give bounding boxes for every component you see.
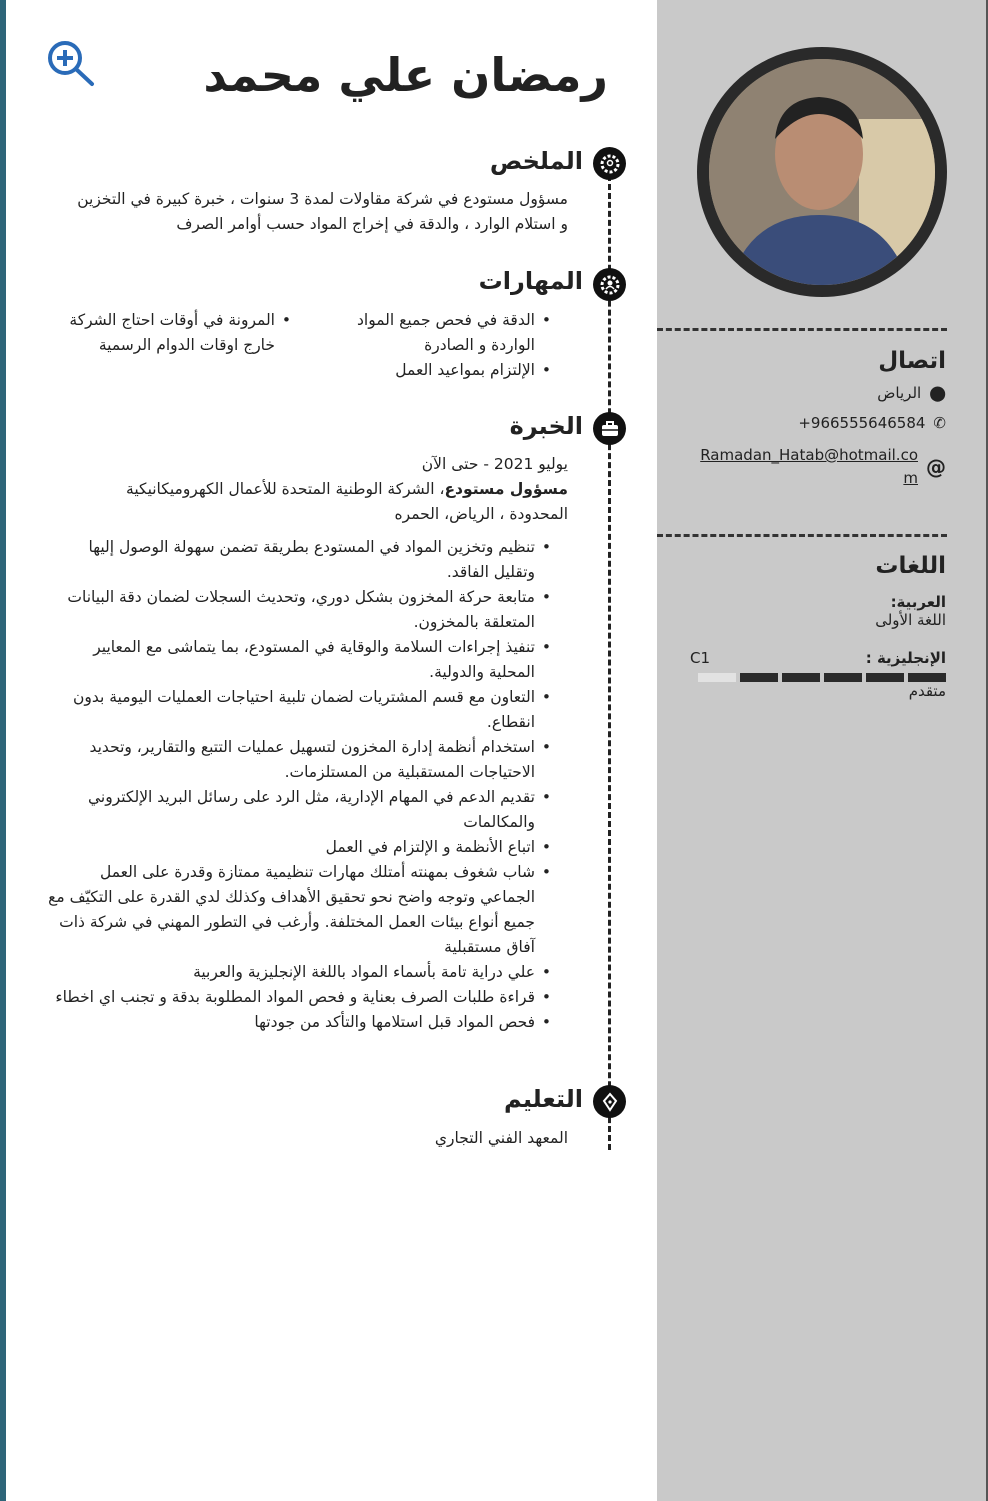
phone-icon: ✆ bbox=[933, 414, 946, 432]
languages-section bbox=[690, 553, 946, 700]
skills-gear-icon bbox=[593, 268, 626, 301]
profile-photo bbox=[697, 47, 947, 297]
proficiency-segment bbox=[824, 673, 862, 682]
proficiency-segment bbox=[866, 673, 904, 682]
summary-heading: الملخص bbox=[489, 147, 583, 175]
contact-section bbox=[680, 348, 946, 502]
duty-item: • اتباع الأنظمة و الإلتزام في العمل bbox=[46, 835, 551, 860]
divider bbox=[657, 534, 947, 537]
language-level: متقدم bbox=[908, 682, 946, 700]
city-text: الرياض bbox=[877, 384, 922, 402]
skills-column-1 bbox=[331, 308, 551, 383]
experience-entry bbox=[88, 452, 568, 527]
candidate-name: رمضان علي محمد bbox=[203, 48, 608, 102]
languages-heading: اللغات bbox=[875, 553, 946, 579]
language-level: اللغة الأولى bbox=[875, 611, 946, 629]
duty-item: • متابعة حركة المخزون بشكل دوري، وتحديث السجلات لضمان دقة البيانات المتعلقة بالمخزون. bbox=[46, 585, 551, 635]
duty-item: • التعاون مع قسم المشتريات لضمان تلبية احتياجات العمليات اليومية بدون انقطاع. bbox=[46, 685, 551, 735]
duty-item: • استخدام أنظمة إدارة المخزون لتسهيل عمليات التتبع والتقارير، وتحديد الاحتياجات المستقبلية من المستلزمات. bbox=[46, 735, 551, 785]
proficiency-segment bbox=[698, 673, 736, 682]
language-name: الإنجليزية : bbox=[865, 649, 946, 667]
skill-item: • الدقة في فحص جميع المواد الواردة و الصادرة bbox=[331, 308, 551, 358]
experience-duties bbox=[46, 535, 551, 1035]
duty-item: • علي دراية تامة بأسماء المواد باللغة الإنجليزية والعربية bbox=[46, 960, 551, 985]
left-border bbox=[0, 0, 6, 1501]
zoom-in-icon[interactable] bbox=[44, 38, 96, 90]
duty-item: • تنفيذ إجراءات السلامة والوقاية في المستودع، بما يتماشى مع المعايير المحلية والدولية. bbox=[46, 635, 551, 685]
skills-list bbox=[31, 308, 551, 383]
duty-item: • تقديم الدعم في المهام الإدارية، مثل الرد على رسائل البريد الإلكتروني والمكالمات bbox=[46, 785, 551, 835]
duty-item: • قراءة طلبات الصرف بعناية و فحص المواد المطلوبة بدقة و تجنب اي اخطاء bbox=[46, 985, 551, 1010]
email-link[interactable]: Ramadan_Hatab@hotmail.com bbox=[700, 446, 918, 487]
duty-item: • شاب شغوف بمهنته أمتلك مهارات تنظيمية ممتازة وقدرة على العمل الجماعي وتوجه واضح نحو تحقيق الأهداف وكذلك لدي القدرة على التكيّف مع جميع أنواع بيئات العمل المختلفة. وأرغب في التطور المهني في شركة ذات آفاق مستقبلية bbox=[46, 860, 551, 960]
timeline-line bbox=[608, 175, 611, 1150]
at-icon: @ bbox=[926, 455, 946, 479]
language-cefr: C1 bbox=[690, 649, 711, 667]
pen-nib-icon bbox=[593, 1085, 626, 1118]
briefcase-icon bbox=[593, 412, 626, 445]
language-name: العربية: bbox=[890, 593, 946, 611]
proficiency-segment bbox=[782, 673, 820, 682]
language-proficiency-bar bbox=[690, 673, 946, 682]
contact-email bbox=[680, 444, 946, 490]
job-role: مسؤول مستودع bbox=[444, 480, 568, 498]
job-company: ، الشركة الوطنية المتحدة للأعمال الكهروميكانيكية المحدودة ، الرياض، الحمره bbox=[126, 480, 568, 523]
duty-item: • تنظيم وتخزين المواد في المستودع بطريقة تضمن سهولة الوصول إليها وتقليل الفاقد. bbox=[46, 535, 551, 585]
proficiency-segment bbox=[740, 673, 778, 682]
proficiency-segment bbox=[908, 673, 946, 682]
summary-text: مسؤول مستودع في شركة مقاولات لمدة 3 سنوات ، خبرة كبيرة في التخزين و استلام الوارد ، والدقة في إخراج المواد حسب أوامر الصرف bbox=[77, 190, 568, 233]
job-date: يوليو 2021 - حتى الآن bbox=[421, 455, 568, 473]
contact-city bbox=[680, 384, 946, 402]
education-heading: التعليم bbox=[504, 1085, 583, 1113]
divider bbox=[657, 328, 947, 331]
skill-item: • الإلتزام بمواعيد العمل bbox=[331, 358, 551, 383]
skills-column-2 bbox=[51, 308, 291, 383]
experience-heading: الخبرة bbox=[509, 412, 583, 440]
summary-gear-icon bbox=[593, 147, 626, 180]
duty-item: • فحص المواد قبل استلامها والتأكد من جودتها bbox=[46, 1010, 551, 1035]
education-school: المعهد الفني التجاري bbox=[434, 1129, 568, 1147]
location-pin-icon: ⬤ bbox=[929, 384, 946, 402]
skills-heading: المهارات bbox=[478, 267, 583, 295]
contact-heading: اتصال bbox=[878, 348, 946, 374]
skill-item: • المرونة في أوقات احتاج الشركة خارج اوقات الدوام الرسمية bbox=[51, 308, 291, 358]
phone-text[interactable]: +966555646584 bbox=[798, 414, 926, 432]
contact-phone bbox=[680, 414, 946, 432]
